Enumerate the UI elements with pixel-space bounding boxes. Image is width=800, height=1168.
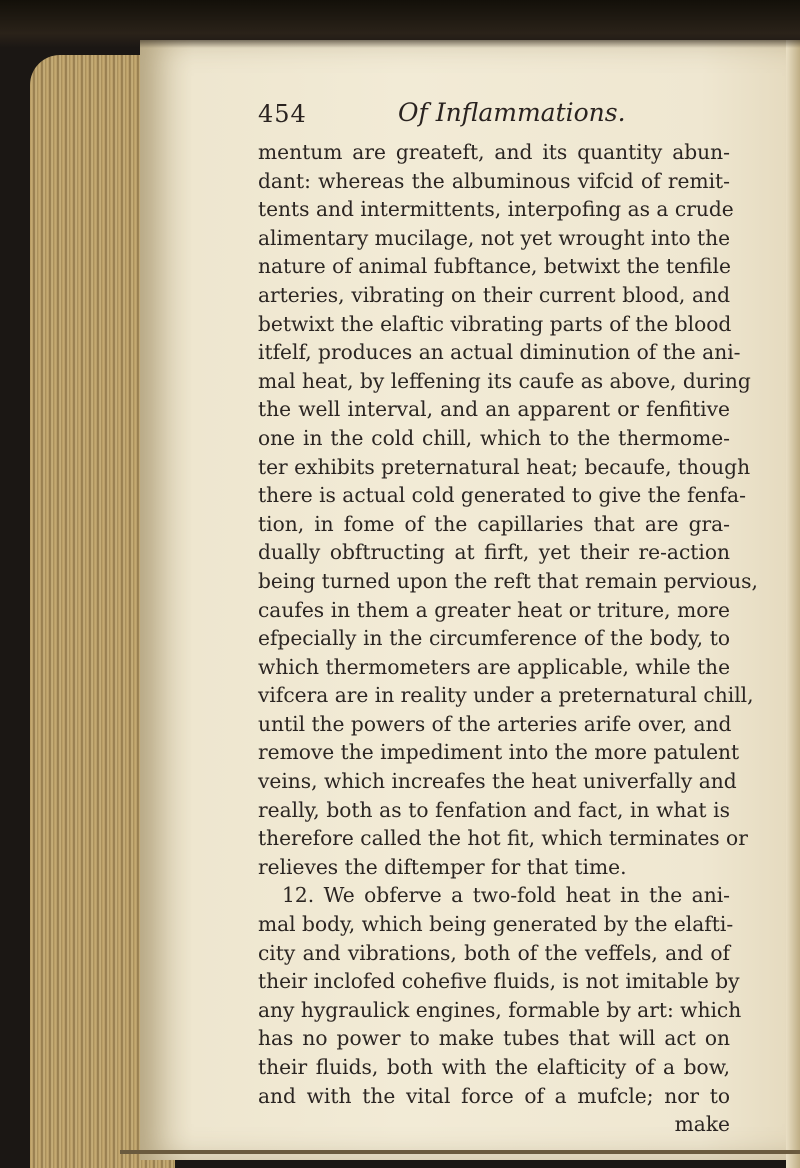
text-line: nature of animal fubftance, betwixt the tenfile — [258, 254, 731, 279]
text-line: remove the impediment into the more patulent — [258, 740, 740, 765]
text-line: until the powers of the arteries arife over, and — [258, 711, 732, 736]
text-line: which thermometers are applicable, while the — [258, 654, 731, 679]
text-line: tion, in fome of the capillaries that are gra- — [258, 511, 730, 536]
text-line: 12. We obferve a two-fold heat in the ani- — [282, 883, 730, 908]
text-line: there is actual cold generated to give the fenfa- — [258, 483, 746, 508]
text-line: and with the vital force of a mufcle; nor to — [258, 1083, 730, 1108]
top-shadow — [0, 0, 800, 48]
text-line: tents and intermittents, interpofing as a crude — [258, 197, 734, 222]
text-line: has no power to make tubes that will act on — [258, 1026, 730, 1051]
catchword: make — [674, 1112, 730, 1137]
body-text — [258, 138, 758, 1139]
page-header — [258, 98, 728, 138]
text-line: ter exhibits preternatural heat; becaufe, though — [258, 454, 751, 479]
text-line: alimentary mucilage, not yet wrought into the — [258, 225, 731, 250]
text-line: mentum are greateft, and its quantity abun- — [258, 140, 730, 164]
text-line: itfelf, produces an actual diminution of the ani- — [258, 340, 741, 365]
text-line: mal body, which being generated by the elafti- — [258, 912, 734, 937]
page-bottom-edge — [120, 1150, 800, 1154]
text-line: relieves the diftemper for that time. — [258, 854, 627, 879]
text-line: one in the cold chill, which to the thermome- — [258, 425, 730, 450]
text-line: vifcera are in reality under a preternatural chill, — [258, 683, 754, 708]
text-line: any hygraulick engines, formable by art: which — [258, 997, 742, 1022]
text-line: dant: whereas the albuminous vifcid of remit- — [258, 168, 730, 193]
text-line: betwixt the elaftic vibrating parts of the blood — [258, 311, 732, 336]
text-line: veins, which increafes the heat univerfally and — [258, 769, 737, 794]
text-line: dually obftructing at firft, yet their re-action — [258, 540, 730, 565]
text-line: arteries, vibrating on their current blood, and — [258, 282, 730, 307]
page-right-edge — [786, 40, 800, 1168]
text-line: the well interval, and an apparent or fenfitive — [258, 397, 730, 422]
text-line: therefore called the hot fit, which terminates or — [258, 826, 748, 851]
text-line: their inclofed cohefive fluids, is not imitable by — [258, 969, 740, 994]
text-line: being turned upon the reft that remain pervious, — [258, 568, 758, 593]
text-line: caufes in them a greater heat or triture, more — [258, 597, 730, 622]
page-number: 454 — [258, 100, 307, 128]
text-line: their fluids, both with the elafticity of a bow, — [258, 1055, 730, 1079]
text-line: efpecially in the circumference of the body, to — [258, 626, 730, 651]
text-line: really, both as to fenfation and fact, in what is — [258, 797, 730, 822]
running-head: Of Inflammations. — [398, 98, 626, 127]
text-line: city and vibrations, both of the veffels, and of — [258, 940, 730, 965]
text-line: mal heat, by leffening its caufe as above, during — [258, 368, 751, 393]
